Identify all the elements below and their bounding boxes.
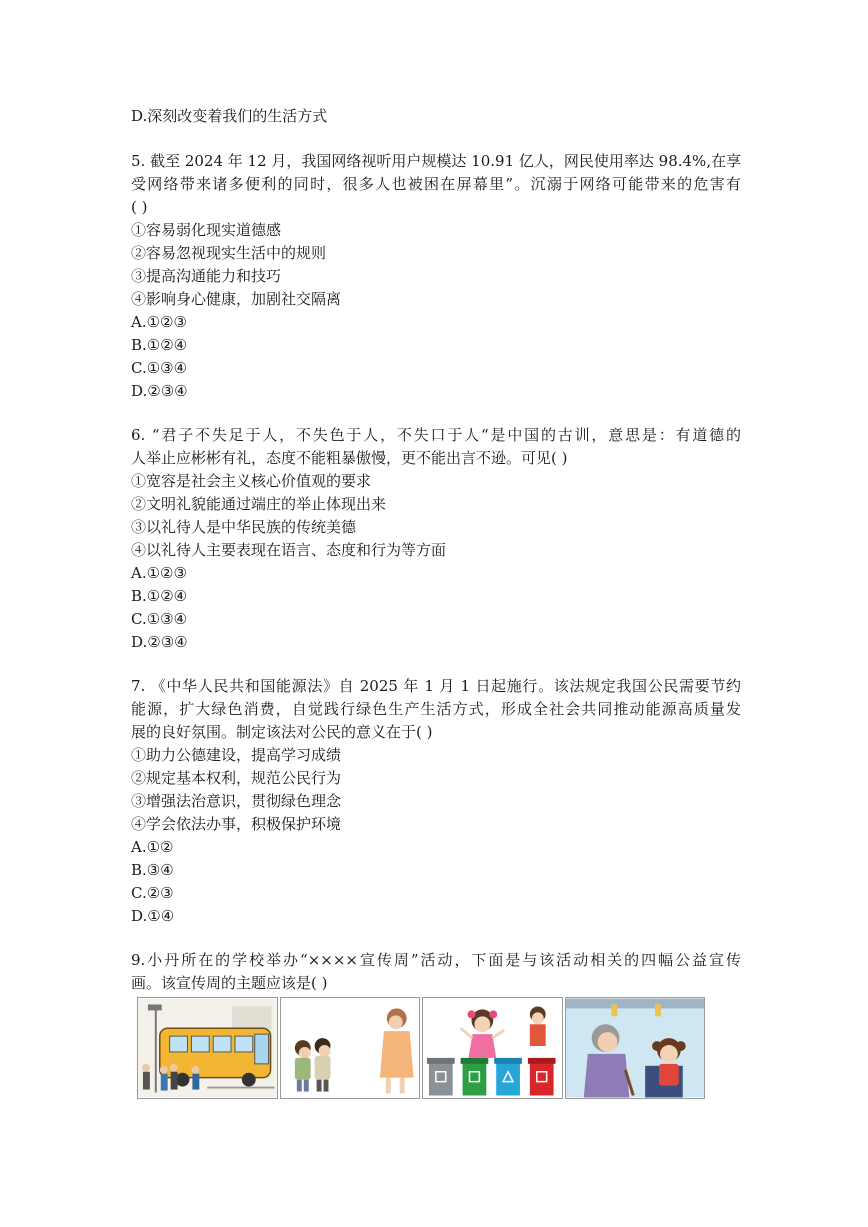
q5-stem-line: 5. 截至 2024 年 12 月，我国网络视听用户规模达 10.91 亿人，网民使用率达 98.4%,在享: [131, 152, 742, 170]
recycle-bin-blue: [494, 1058, 522, 1096]
q7-option: B.③④: [131, 861, 174, 879]
q5-stem-line: ( ): [131, 198, 148, 216]
q6-option: A.①②③: [131, 564, 187, 582]
q6-statement: ②文明礼貌能通过端庄的举止体现出来: [131, 495, 387, 513]
q6-option: B.①②④: [131, 587, 188, 605]
q7-stem-line: 展的良好氛围。制定该法对公民的意义在于( ): [131, 723, 433, 741]
q6-statement: ④以礼待人主要表现在语言、态度和行为等方面: [131, 541, 447, 559]
q7-statement: ③增强法治意识，贯彻绿色理念: [131, 792, 342, 810]
q9-stem-line: 9.小丹所在的学校举办“××××宣传周”活动，下面是与该活动相关的四幅公益宣传: [131, 951, 741, 969]
q6-stem-line: 6. “君子不失足于人，不失色于人，不失口于人“是中国的古训，意思是：有道德的: [131, 426, 741, 444]
q5-option: C.①③④: [131, 359, 188, 377]
giving-seat-illustration: [565, 997, 706, 1099]
recycle-bin-green: [461, 1058, 489, 1096]
q7-statement: ④学会依法办事，积极保护环境: [131, 815, 342, 833]
q7-option: C.②③: [131, 884, 174, 902]
q7-statement: ②规定基本权利，规范公民行为: [131, 769, 342, 787]
garbage-sorting-illustration: [422, 997, 563, 1099]
q5-statement: ④影响身心健康，加剧社交隔离: [131, 290, 342, 308]
greeting-teacher-illustration: [280, 997, 421, 1099]
q6-option: D.②③④: [131, 633, 188, 651]
q7-statement: ①助力公德建设，提高学习成绩: [131, 746, 342, 764]
q5-statement: ③提高沟通能力和技巧: [131, 267, 282, 285]
q5-statement: ①容易弱化现实道德感: [131, 221, 282, 239]
q6-statement: ①宽容是社会主义核心价值观的要求: [131, 472, 372, 490]
q6-option: C.①③④: [131, 610, 188, 628]
q5-option: B.①②④: [131, 336, 188, 354]
q5-option: D.②③④: [131, 382, 188, 400]
q6-stem-line: 人举止应彬彬有礼，态度不能粗暴傲慢，更不能出言不逊。可见( ): [131, 449, 568, 467]
recycle-bin-red: [528, 1058, 556, 1096]
q7-option: A.①②: [131, 838, 174, 856]
q6-statement: ③以礼待人是中华民族的传统美德: [131, 518, 357, 536]
q5-statement: ②容易忽视现实生活中的规则: [131, 244, 327, 262]
q7-stem-line: 7. 《中华人民共和国能源法》自 2025 年 1 月 1 日起施行。该法规定我国公民需要节约: [131, 677, 741, 695]
q5-option: A.①②③: [131, 313, 187, 331]
q5-stem-line: 受网络带来诸多便利的同时，很多人也被困在屏幕里”。沉溺于网络可能带来的危害有: [131, 175, 741, 193]
q4-option-d: D.深刻改变着我们的生活方式: [131, 107, 328, 125]
q9-illustration-strip: [137, 997, 705, 1099]
q7-option: D.①④: [131, 907, 175, 925]
recycle-bin-gray: [427, 1058, 455, 1096]
bus-queue-illustration: [137, 997, 278, 1099]
q9-stem-line: 画。该宣传周的主题应该是( ): [131, 974, 328, 992]
q7-stem-line: 能源，扩大绿色消费，自觉践行绿色生产生活方式，形成全社会共同推动能源高质量发: [131, 700, 741, 718]
